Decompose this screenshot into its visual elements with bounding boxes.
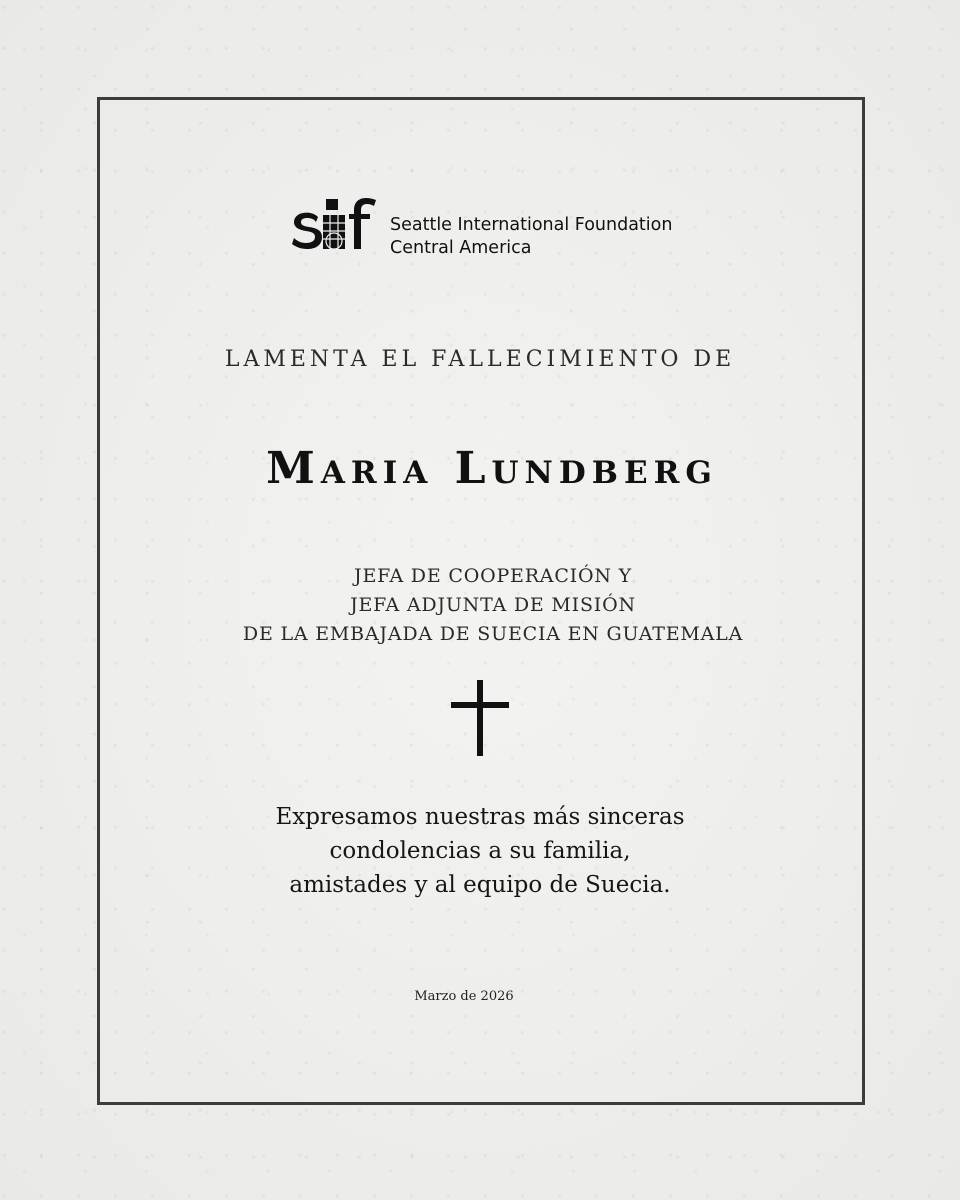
condolence-message bbox=[0, 800, 960, 902]
message-line: condolencias a su familia, bbox=[329, 838, 631, 864]
message-line: Expresamos nuestras más sinceras bbox=[275, 804, 685, 830]
message-line: amistades y al equipo de Suecia. bbox=[289, 872, 671, 898]
role-line: JEFA DE COOPERACIÓN Y bbox=[354, 565, 632, 587]
role-line: JEFA ADJUNTA DE MISIÓN bbox=[350, 594, 636, 616]
deceased-role bbox=[0, 562, 960, 649]
latin-cross-icon bbox=[451, 680, 509, 756]
logo-line-1: Seattle International Foundation bbox=[390, 215, 673, 235]
sif-logo-mark-icon bbox=[292, 197, 378, 261]
logo-line-2: Central America bbox=[390, 238, 532, 258]
condolence-heading: LAMENTA EL FALLECIMIENTO DE bbox=[224, 347, 736, 372]
logo-wordmark bbox=[390, 214, 672, 260]
deceased-name: Maria Lundberg bbox=[266, 443, 718, 494]
role-line: DE LA EMBAJADA DE SUECIA EN GUATEMALA bbox=[242, 623, 744, 645]
date-label: Marzo de 2026 bbox=[414, 989, 514, 1004]
sif-logo bbox=[292, 197, 712, 263]
